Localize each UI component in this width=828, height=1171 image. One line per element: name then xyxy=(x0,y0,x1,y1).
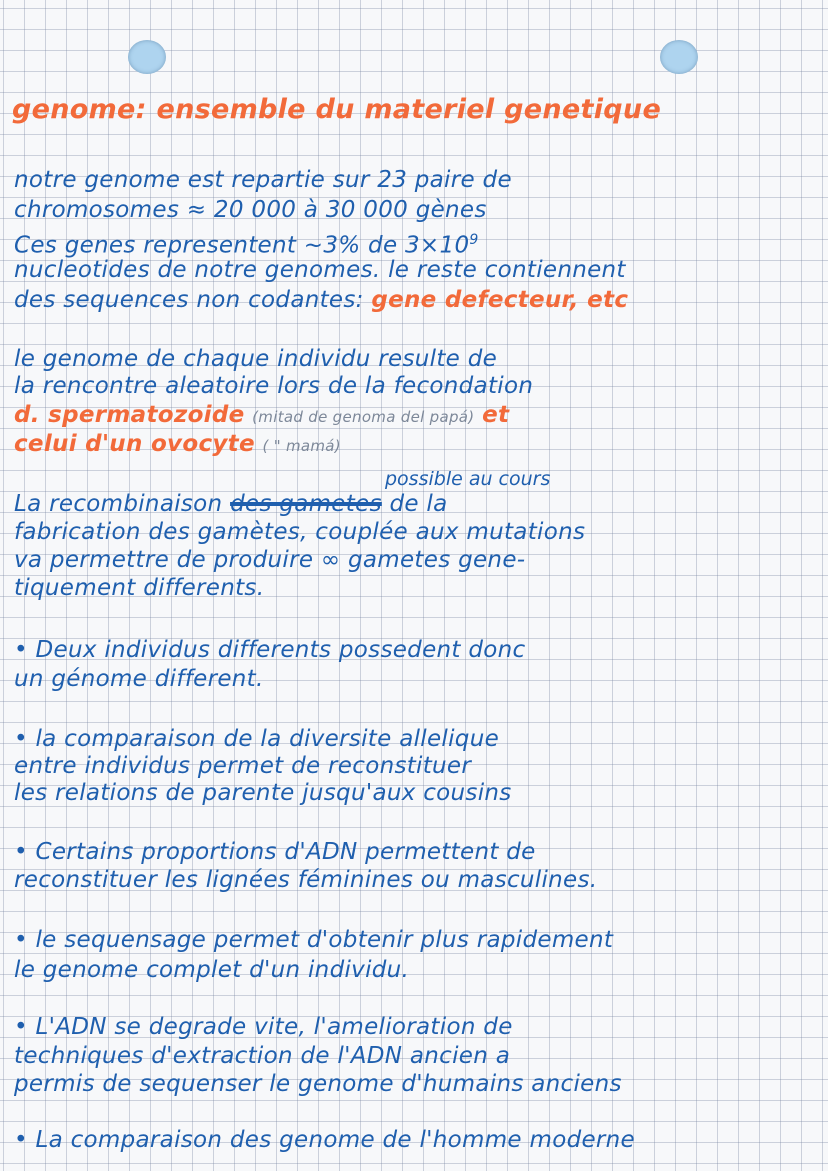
para3-line1-end: de la xyxy=(389,491,448,517)
para1-line4: nucleotides de notre genomes. le reste contiennent xyxy=(14,257,626,283)
bullet-2-line1: • la comparaison de la diversite allelique xyxy=(14,726,500,752)
para1-line5 xyxy=(14,286,822,314)
bullet-2-line2: entre individus permet de reconstituer xyxy=(14,753,472,779)
para2-line2: la rencontre aleatoire lors de la fecondation xyxy=(14,373,534,399)
bullet-3-line1: • Certains proportions d'ADN permettent de xyxy=(14,839,536,865)
ovocyte-term: celui d'un ovocyte xyxy=(14,431,255,457)
bullet-5-line3: permis de sequenser le genome d'humains anciens xyxy=(14,1071,622,1097)
bullet-1-line1: • Deux individus differents possedent donc xyxy=(14,637,526,663)
para2-line1: le genome de chaque individu resulte de xyxy=(14,346,498,372)
para3-line3: va permettre de produire ∞ gametes gene- xyxy=(14,547,526,573)
conjunction-et: et xyxy=(482,402,510,428)
para1-line2: chromosomes ≈ 20 000 à 30 000 gènes xyxy=(14,197,487,223)
bullet-5-line1: • L'ADN se degrade vite, l'amelioration de xyxy=(14,1014,513,1040)
para3-line4: tiquement differents. xyxy=(14,575,265,601)
insert-above: possible au cours xyxy=(385,468,551,490)
struck-text: des gametes xyxy=(230,491,382,517)
para3-line2: fabrication des gamètes, couplée aux mutations xyxy=(14,519,586,545)
punch-hole-right xyxy=(660,40,698,74)
bullet-2-line3: les relations de parente jusqu'aux cousins xyxy=(14,780,512,806)
bullet-4-line2: le genome complet d'un individu. xyxy=(14,957,410,983)
exponent: 9 xyxy=(469,232,479,248)
para1-line1: notre genome est repartie sur 23 paire de xyxy=(14,167,512,193)
para1-line3-text: Ces genes representent ~3% de 3×10 xyxy=(14,232,470,259)
bullet-1-line2: un génome different. xyxy=(14,666,264,692)
para2-line3 xyxy=(14,401,822,431)
punch-hole-left xyxy=(128,40,166,74)
para1-line3 xyxy=(14,226,822,260)
bullet-6-line1: • La comparaison des genome de l'homme moderne xyxy=(14,1127,636,1153)
highlight-orange: gene defecteur, etc xyxy=(371,287,629,313)
bullet-3-line2: reconstituer les lignées féminines ou masculines. xyxy=(14,867,598,893)
spermatozoide-term: d. spermatozoide xyxy=(14,402,245,428)
para1-line5-text: des sequences non codantes: xyxy=(14,287,364,313)
para2-line4 xyxy=(14,430,822,460)
para3-line1 xyxy=(14,490,822,518)
page-title: genome: ensemble du materiel genetique xyxy=(12,94,662,125)
bullet-4-line1: • le sequensage permet d'obtenir plus rapidement xyxy=(14,927,614,953)
note-mama: ( " mamá) xyxy=(262,437,341,455)
bullet-5-line2: techniques d'extraction de l'ADN ancien a xyxy=(14,1043,511,1069)
note-papa: (mitad de genoma del papá) xyxy=(252,408,475,426)
para3-line1-text: La recombinaison xyxy=(14,491,223,517)
